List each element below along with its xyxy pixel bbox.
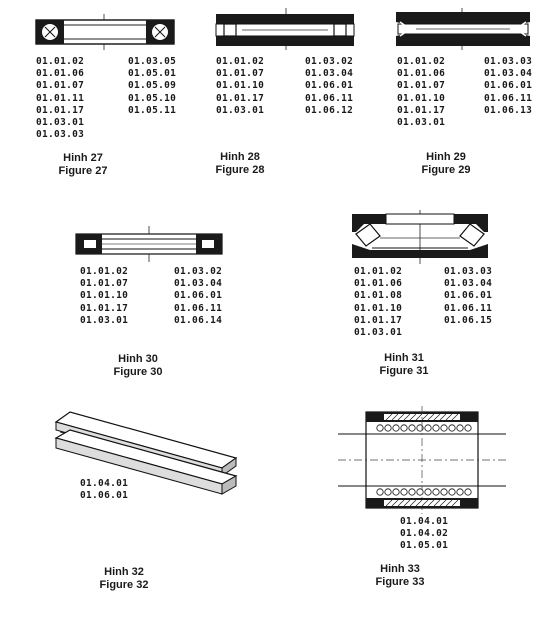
code: 01.05.01 [400,540,449,552]
code: 01.01.08 [354,290,403,302]
caption-hinh: Hinh 29 [426,151,466,163]
figure-28-codes-right [305,56,353,117]
caption-figure: Figure 28 [215,164,265,176]
code: 01.03.01 [216,104,265,116]
caption-figure: Figure 29 [421,164,471,176]
caption-hinh: Hinh 30 [118,353,158,365]
code: 01.01.02 [354,266,403,277]
code: 01.01.07 [80,278,129,290]
code: 01.06.11 [305,92,354,104]
code: 01.01.10 [354,302,403,314]
figure-33-codes [400,516,448,553]
code: 01.05.10 [128,92,177,104]
code: 01.06.12 [305,104,354,116]
code: 01.03.03 [444,266,493,277]
code: 01.01.02 [80,266,129,277]
code: 01.03.03 [484,56,533,67]
caption-figure: Figure 30 [113,366,163,378]
figure-27-codes-right [128,56,176,117]
figure-31-codes-left [354,266,402,339]
code: 01.01.07 [216,68,265,80]
code: 01.01.06 [354,278,403,290]
code: 01.05.09 [128,80,177,92]
code: 01.01.06 [36,68,85,80]
code: 01.01.02 [216,56,265,67]
caption-hinh: Hinh 28 [220,151,260,163]
code: 01.06.14 [174,314,223,326]
figure-28-codes-left [216,56,264,117]
caption-hinh: Hinh 32 [104,566,144,578]
caption-figure: Figure 32 [99,579,149,591]
caption-figure: Figure 31 [379,365,429,377]
code: 01.06.11 [444,302,493,314]
figure-28-caption [202,151,278,177]
code: 01.04.01 [80,478,129,489]
code: 01.03.01 [354,327,403,339]
code: 01.01.10 [216,80,265,92]
figure-30-bearing-drawing [74,226,224,262]
figure-31-caption [366,352,442,378]
code: 01.03.01 [397,117,446,129]
figure-27-codes-left [36,56,84,141]
code: 01.03.03 [36,129,85,141]
code: 01.06.01 [305,80,354,92]
figure-32-codes [80,478,128,502]
code: 01.01.02 [397,56,446,67]
code: 01.06.11 [174,302,223,314]
code: 01.06.13 [484,104,533,116]
figure-30-codes-right [174,266,222,327]
caption-hinh: Hinh 31 [384,352,424,364]
code: 01.03.02 [305,56,354,67]
figure-29-bearing-drawing [392,8,534,50]
code: 01.05.01 [128,68,177,80]
code: 01.01.10 [80,290,129,302]
code: 01.06.01 [444,290,493,302]
code: 01.03.04 [444,278,493,290]
caption-hinh: Hinh 33 [380,563,420,575]
code: 01.01.17 [397,104,446,116]
code: 01.03.01 [80,314,129,326]
code: 01.05.11 [128,104,177,116]
code: 01.01.17 [216,92,265,104]
code: 01.06.15 [444,314,493,326]
code: 01.01.17 [36,104,85,116]
code: 01.03.02 [174,266,223,277]
code: 01.01.02 [36,56,85,67]
code: 01.03.04 [484,68,533,80]
code: 01.01.10 [397,92,446,104]
figure-29-caption [408,151,484,177]
figure-30-codes-left [80,266,128,327]
figure-27-caption [48,152,118,178]
code: 01.06.11 [484,92,533,104]
caption-figure: Figure 27 [58,165,108,177]
code: 01.01.11 [36,92,85,104]
figure-27-bearing-drawing [34,14,176,50]
code: 01.06.01 [174,290,223,302]
figure-31-codes-right [444,266,492,327]
code: 01.03.04 [305,68,354,80]
code: 01.01.17 [354,314,403,326]
figure-33-caption [362,563,438,589]
figure-32-caption [86,566,162,592]
caption-hinh: Hinh 27 [63,152,103,164]
code: 01.04.01 [400,516,449,527]
figure-29-codes-right [484,56,532,117]
figure-30-caption [100,353,176,379]
code: 01.03.01 [36,117,85,129]
code: 01.06.01 [80,490,129,502]
code: 01.01.17 [80,302,129,314]
figure-29-codes-left [397,56,445,129]
code: 01.03.04 [174,278,223,290]
code: 01.01.06 [397,68,446,80]
figure-31-bearing-drawing [350,210,490,264]
code: 01.06.01 [484,80,533,92]
code: 01.01.07 [397,80,446,92]
figure-28-bearing-drawing [214,8,356,50]
code: 01.01.07 [36,80,85,92]
figure-33-linear-bushing-drawing [336,406,508,514]
caption-figure: Figure 33 [375,576,425,588]
code: 01.03.05 [128,56,177,67]
code: 01.04.02 [400,528,449,540]
